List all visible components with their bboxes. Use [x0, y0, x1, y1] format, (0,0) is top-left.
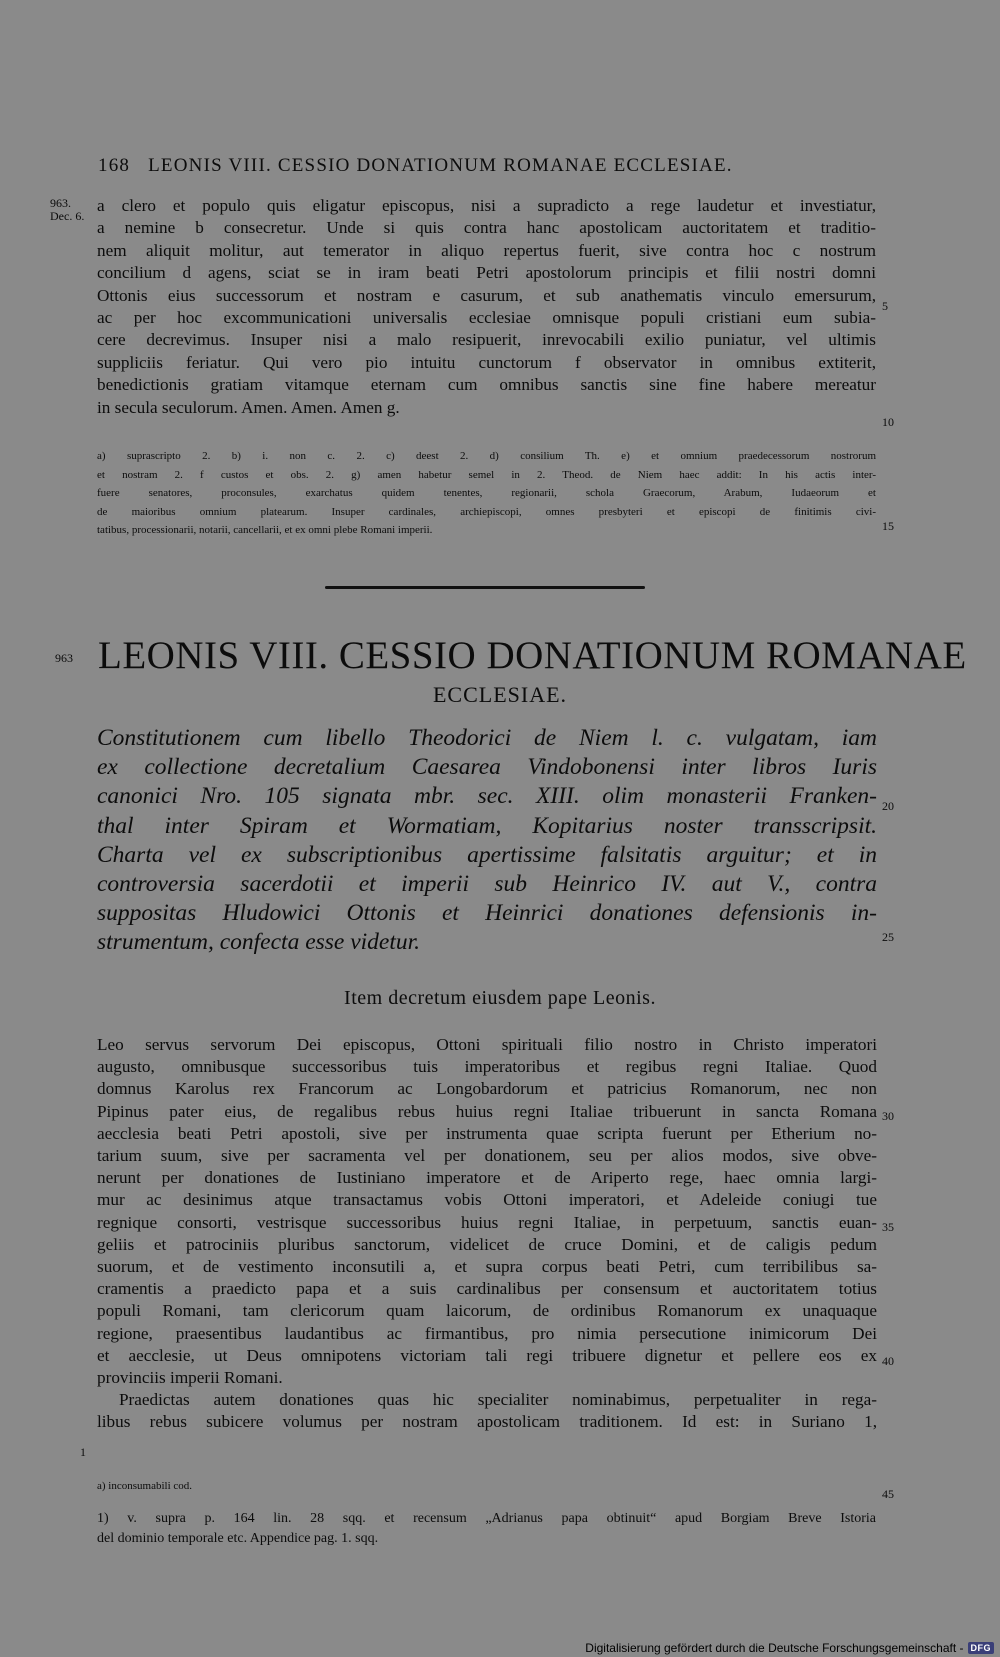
line-number-20: 20 — [882, 799, 894, 813]
footnote-a: a) inconsumabili cod. — [97, 1480, 193, 1492]
decree-line: Praedictas autem donationes quas hic specialiter nominabimus, perpetualiter in rega- — [119, 1390, 877, 1410]
line-number-5: 5 — [882, 299, 888, 313]
line-number-30: 30 — [882, 1109, 894, 1123]
intro-line: thal inter Spiram et Wormatiam, Kopitarius noster transscripsit. — [97, 812, 877, 839]
intro-line: suppositas Hludowici Ottonis et Heinrici donationes defensionis in- — [97, 900, 877, 927]
margin-day: Dec. 6. — [50, 209, 85, 223]
running-head-title: LEONIS VIII. CESSIO DONATIONUM ROMANAE ECCLESIAE. — [148, 155, 733, 176]
decree-text — [97, 1034, 877, 1434]
footnote-line: et nostram 2. f custos et obs. 2. g) amen habetur semel in 2. Theod. de Niem haec addit: In his actis inter- — [97, 468, 876, 481]
dfg-logo-icon: DFG — [968, 1642, 995, 1654]
text-line: a clero et populo quis eligatur episcopus, nisi a supradicto a rege laudetur et investiatur, — [97, 196, 876, 215]
intro-line: Charta vel ex subscriptionibus apertissime falsitatis arguitur; et in — [97, 841, 877, 868]
section-divider — [325, 586, 645, 589]
margin-year: 963. — [50, 196, 71, 210]
digitization-footer — [585, 1641, 994, 1655]
text-line: concilium d agens, sciat se in iram beati Petri apostolorum principis et filii nostri domni — [97, 263, 876, 283]
top-text-block — [97, 195, 876, 419]
footnote-1-line: 1) v. supra p. 164 lin. 28 sqq. et recensum „Adrianus papa obtinuit“ apud Borgiam Breve Istoria — [97, 1511, 876, 1526]
intro-line: canonici Nro. 105 signata mbr. sec. XIII. olim monasterii Franken- — [97, 783, 877, 810]
decree-title: Item decretum eiusdem pape Leonis. — [344, 987, 656, 1009]
running-head — [98, 155, 858, 177]
footnote-1 — [97, 1509, 876, 1549]
margin-note-1: 1 — [80, 1445, 86, 1459]
footer-text: Digitalisierung gefördert durch die Deutsche Forschungsgemeinschaft - — [585, 1641, 964, 1655]
intro-line: controversia sacerdotii et imperii sub Heinrico IV. aut V., contra — [97, 871, 877, 898]
intro-line: ex collectione decretalium Caesarea Vindobonensi inter libros Iuris — [97, 754, 877, 781]
intro-line: strumentum, confecta esse videtur. — [97, 929, 421, 956]
text-line: suppliciis feriatur. Qui vero pio intuitu cunctorum f observator in omnibus extiterit, — [97, 352, 876, 372]
section-title-line2: ECCLESIAE. — [432, 682, 568, 707]
line-number-40: 40 — [882, 1354, 894, 1368]
page-number: 168 — [98, 155, 131, 176]
intro-line: Constitutionem cum libello Theodorici de Niem l. c. vulgatam, iam — [97, 725, 877, 751]
decree-line: suorum, et de vestimento inconsutili a, et supra corpus beati Petri, cum terribilibus sa- — [97, 1257, 877, 1277]
decree-line: mur ac desinimus atque transactamus vobis Ottoni imperatori, et Adeleide coniugi tue — [97, 1190, 877, 1210]
footnote-1-line: del dominio temporale etc. Appendice pag. 1. sqq. — [97, 1531, 379, 1546]
footnote-line: a) suprascripto 2. b) i. non c. 2. c) deest 2. d) consilium Th. e) et omnium praedecessorum nostrorum — [97, 450, 876, 462]
decree-line: populi Romani, tam clericorum quam laicorum, de ordinibus Romanorum ex unaquaque — [97, 1301, 877, 1321]
top-footnotes — [97, 447, 876, 540]
decree-line: Leo servus servorum Dei episcopus, Ottoni spirituali filio nostro in Christo imperatori — [97, 1035, 877, 1054]
line-number-35: 35 — [882, 1220, 894, 1234]
footnote-line: de maioribus omnium platearum. Insuper cardinales, archiepiscopi, omnes presbyteri et episcopi de finitimis civi- — [97, 505, 876, 518]
decree-line: provinciis imperii Romani. — [97, 1368, 283, 1388]
line-number-45: 45 — [882, 1487, 894, 1501]
decree-line: geliis et patrociniis pluribus sanctorum, videlicet de cruce Domini, et de caligis pedum — [97, 1234, 877, 1254]
margin-date — [50, 197, 84, 223]
decree-line: tarium suum, sive per sacramenta vel per donationem, seu per alios modos, sive obve- — [97, 1146, 877, 1166]
decree-line: regione, praesentibus laudantibus ac firmantibus, pro nimia persecutione inimicorum Dei — [97, 1323, 877, 1343]
text-line: a nemine b consecretur. Unde si quis contra hanc apostolicam auctoritatem et traditio- — [97, 218, 876, 238]
line-number-15: 15 — [882, 519, 894, 533]
decree-line: aecclesia beati Petri apostoli, sive per instrumenta quae scripta fuerunt per Etherium no- — [97, 1123, 877, 1143]
decree-line: domnus Karolus rex Francorum ac Longobardorum et patricius Romanorum, nec non — [97, 1079, 877, 1099]
text-line: ac per hoc excommunicationi universalis ecclesiae omnisque populi cristiani eum subia- — [97, 308, 876, 328]
text-line: benedictionis gratiam vitamque eternam cum omnibus sanctis sine fine habere mereatur — [97, 375, 876, 395]
decree-line: augusto, omnibusque successoribus tuis imperatoribus et regibus regni Italiae. Quod — [97, 1057, 877, 1077]
line-number-10: 10 — [882, 415, 894, 429]
text-line: nem aliquit molitur, aut temerator in aliquo repertus fuerit, sive contra hoc c nostrum — [97, 240, 876, 260]
intro-paragraph — [97, 724, 877, 958]
footnote-line: fuere senatores, proconsules, exarchatus quidem tenentes, regionarii, schola Graecorum, Arabum, Iudaeorum et — [97, 487, 876, 500]
section-title: LEONIS VIII. CESSIO DONATIONUM ROMANAE — [98, 634, 967, 677]
text-line: cere decrevimus. Insuper nisi a malo resipuerit, inrevocabili exilio puniatur, vel ultimis — [97, 330, 876, 350]
decree-line: et aecclesie, ut Deus omnipotens victoriam tali regi tribuere dignetur et pellere eos ex — [97, 1345, 877, 1365]
footnote-line: tatibus, processionarii, notarii, cancellarii, et ex omni plebe Romani imperii. — [97, 524, 433, 537]
decree-line: nerunt per donationes de Iustiniano imperatore et de Ariperto rege, haec omnia largi- — [97, 1168, 877, 1188]
decree-line: libus rebus subicere volumus per nostram apostolicam traditionem. Id est: in Suriano 1, — [97, 1412, 877, 1432]
line-number-25: 25 — [882, 930, 894, 944]
text-line: Ottonis eius successorum et nostram e casurum, et sub anathematis vinculo emersurum, — [97, 285, 876, 305]
decree-line: regnique consorti, vestrisque successoribus huius regni Italiae, in perpetuum, sanctis euan- — [97, 1212, 877, 1232]
decree-line: cramentis a praedicto papa et a suis cardinalibus per consensum et auctoritatem totius — [97, 1279, 877, 1299]
text-line: in secula seculorum. Amen. Amen. Amen g. — [97, 397, 400, 417]
section-margin-year: 963 — [55, 651, 73, 665]
decree-line: Pipinus pater eius, de regalibus rebus huius regni Italiae tribuerunt in sancta Romana — [97, 1101, 877, 1121]
